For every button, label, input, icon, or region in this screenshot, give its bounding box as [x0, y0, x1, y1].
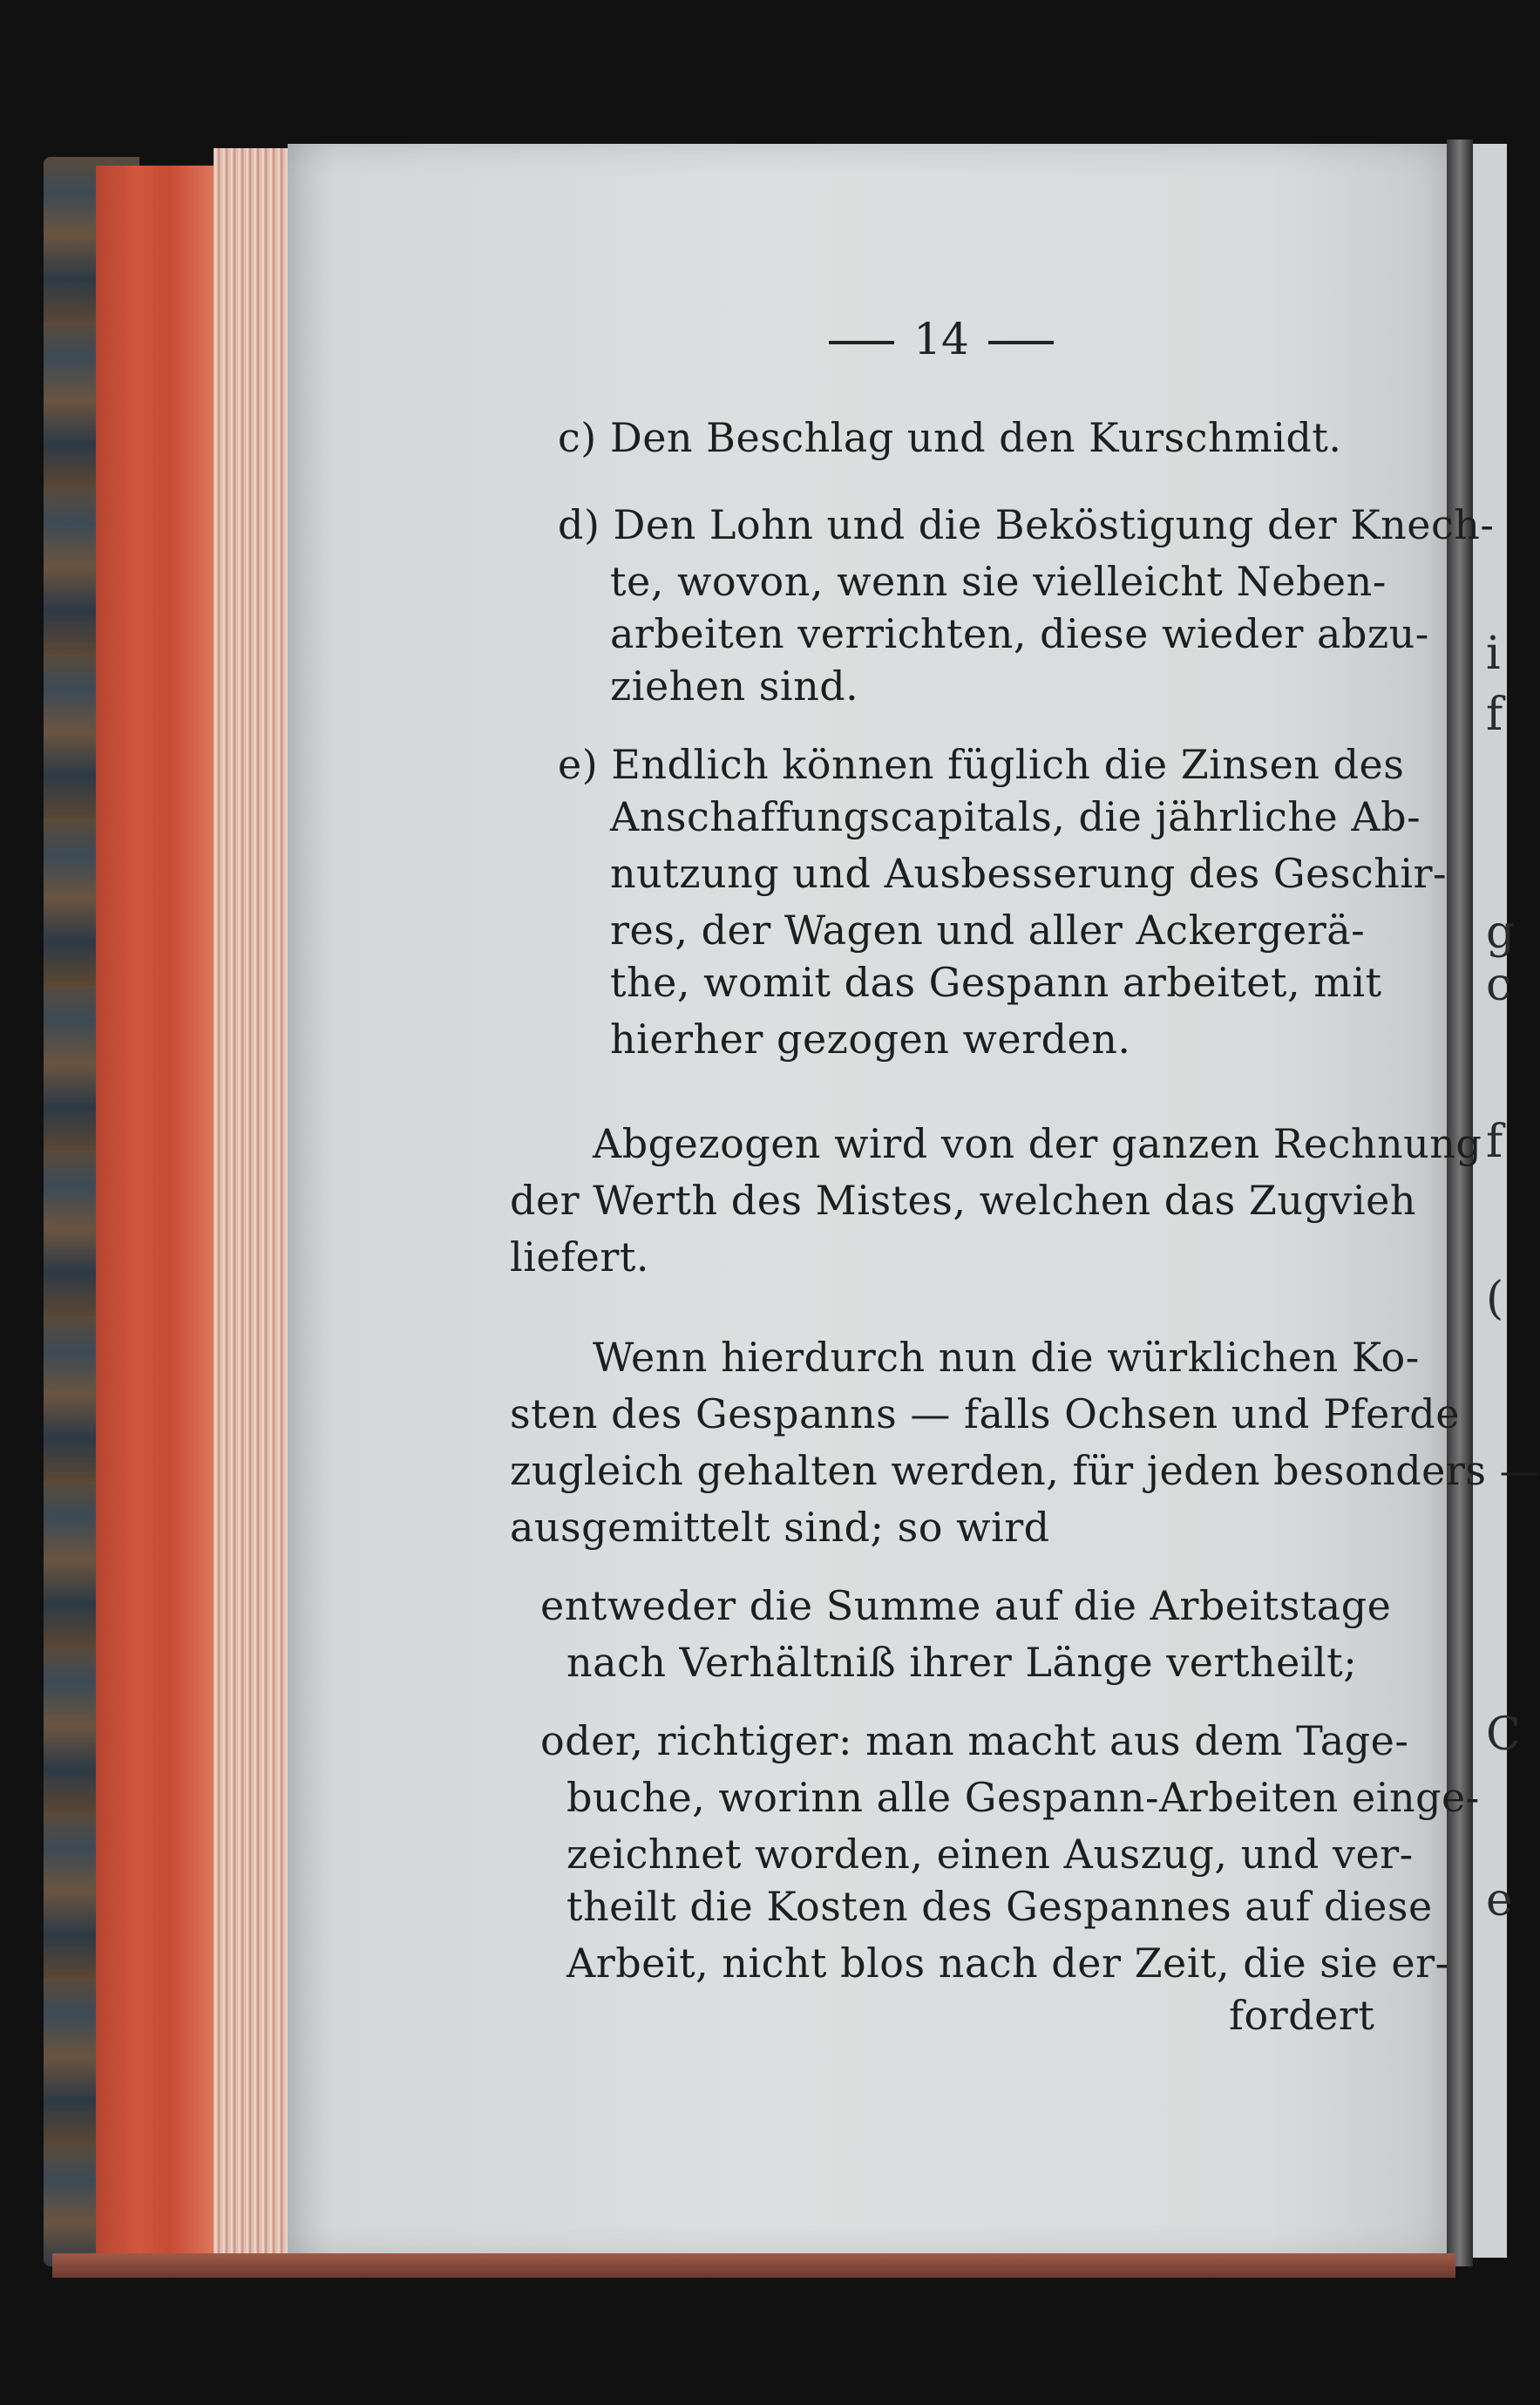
right-page-fragment-6: ( [1486, 1273, 1504, 1325]
text-line-24: theilt die Kosten des Gespannes auf diese [566, 1883, 1433, 1930]
text-line-17: zugleich gehalten werden, für jeden besonders — [510, 1447, 1540, 1494]
text-line-23: zeichnet worden, einen Auszug, und ver- [566, 1831, 1414, 1878]
right-page-fragment-7: C [1486, 1709, 1521, 1761]
text-line-20: nach Verhältniß ihrer Länge vertheilt; [566, 1639, 1358, 1686]
text-line-1: c) Den Beschlag und den Kurschmidt. [558, 414, 1342, 461]
text-line-7: Anschaffungscapitals, die jährliche Ab- [610, 793, 1421, 840]
right-page-fragment-8: e [1486, 1874, 1513, 1926]
page-edges-stack [214, 148, 292, 2258]
text-line-16: sten des Gespanns — falls Ochsen und Pferde [510, 1390, 1460, 1437]
right-page-fragment-5: f [1486, 1116, 1503, 1168]
text-line-2: d) Den Lohn und die Beköstigung der Knech- [558, 501, 1495, 548]
book-cover-bottom [52, 2253, 1455, 2278]
right-page-fragment-4: c [1486, 959, 1512, 1011]
folio-dash-right [988, 341, 1054, 344]
text-line-22: buche, worinn alle Gespann-Arbeiten einge- [566, 1774, 1480, 1821]
page-number [793, 314, 1089, 364]
text-line-13: der Werth des Mistes, welchen das Zugvieh [510, 1177, 1416, 1224]
text-line-10: the, womit das Gespann arbeitet, mit [610, 959, 1382, 1006]
text-line-5: ziehen sind. [610, 662, 859, 710]
folio-dash-left [829, 341, 894, 344]
text-line-6: e) Endlich können füglich die Zinsen des [558, 741, 1405, 788]
page-edges-red [96, 166, 218, 2258]
book-gutter [1447, 139, 1473, 2266]
text-line-3: te, wovon, wenn sie vielleicht Neben- [610, 558, 1387, 605]
text-line-26: fordert [1229, 1992, 1375, 2039]
text-line-14: liefert. [510, 1233, 649, 1281]
page-number-text: 14 [913, 314, 969, 364]
right-page-fragment-3: g [1486, 907, 1516, 959]
text-line-4: arbeiten verrichten, diese wieder abzu- [610, 610, 1429, 657]
text-line-18: ausgemittelt sind; so wird [510, 1504, 1050, 1551]
right-page-edge [1473, 144, 1507, 2258]
right-page-fragment-2: f [1486, 689, 1503, 741]
text-line-9: res, der Wagen und aller Ackergerä- [610, 907, 1366, 954]
text-line-12: Abgezogen wird von der ganzen Rechnung [593, 1120, 1482, 1167]
text-line-8: nutzung und Ausbesserung des Geschir- [610, 850, 1448, 897]
text-line-11: hierher gezogen werden. [610, 1016, 1131, 1063]
text-line-25: Arbeit, nicht blos nach der Zeit, die sie er- [566, 1940, 1449, 1987]
right-page-fragment-1: i [1486, 628, 1501, 680]
text-line-15: Wenn hierdurch nun die würklichen Ko- [593, 1334, 1420, 1381]
text-line-19: entweder die Summe auf die Arbeitstage [540, 1582, 1392, 1629]
text-line-21: oder, richtiger: man macht aus dem Tage- [540, 1717, 1409, 1764]
